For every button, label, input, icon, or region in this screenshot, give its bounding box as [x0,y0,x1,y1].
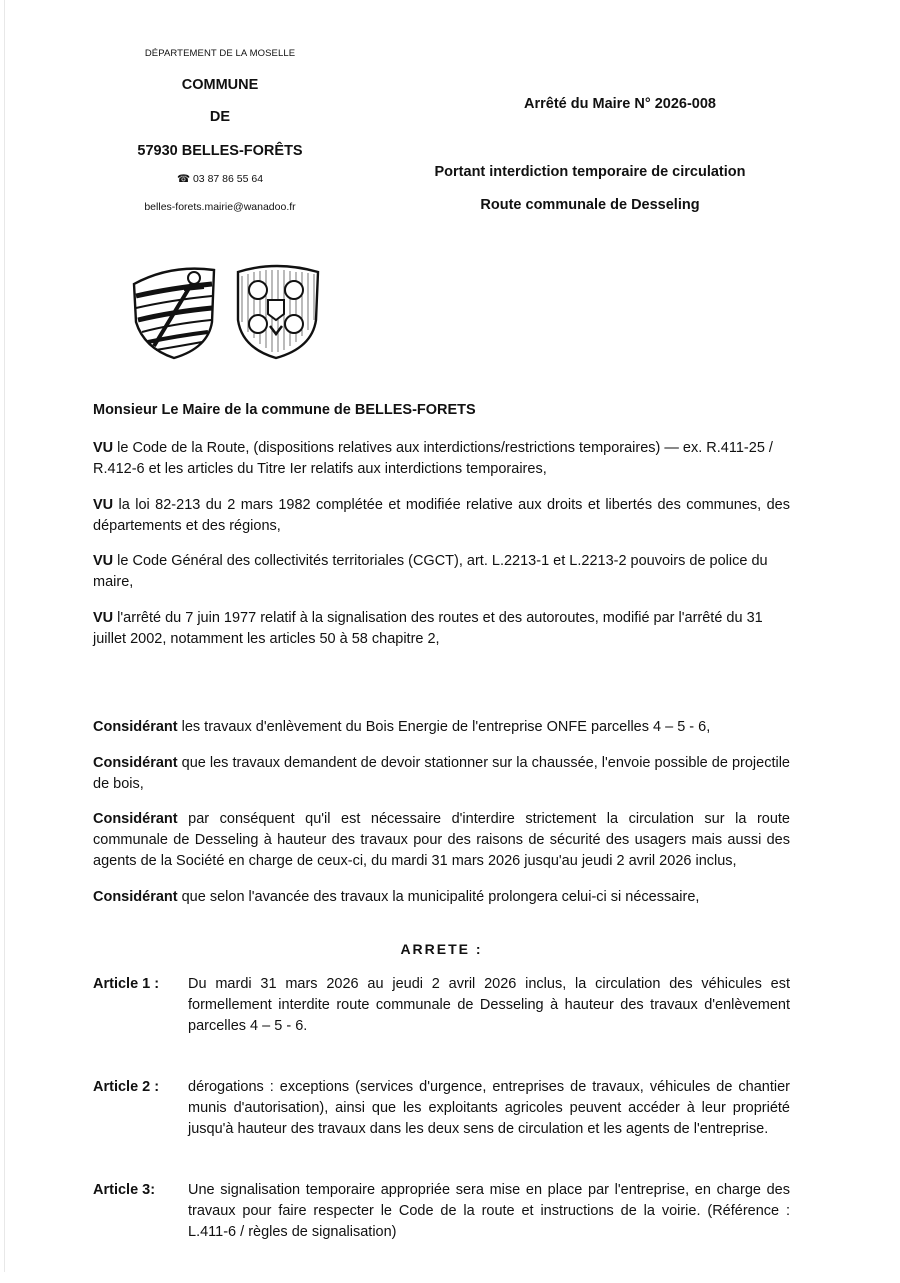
page-edge [4,0,5,1272]
vu-paragraph [93,608,790,650]
document-body [93,400,790,1283]
vu-keyword: VU [93,440,114,456]
considerant-keyword: Considérant [93,719,178,735]
phone-line [110,173,330,185]
vu-text: le Code Général des collectivités territoriales (CGCT), art. L.2213-1 et L.2213-2 pouvoirs de police du maire, [93,553,768,590]
subject-line-2: Route communale de Desseling [480,197,700,213]
commune-label: COMMUNE [181,77,259,93]
vu-keyword: VU [93,496,114,513]
considerant-paragraph [93,809,790,872]
article-text: dérogations : exceptions (services d'urgence, entreprises de travaux, véhicules de chantier munis d'autorisation), ainsi que les exploitants agricoles peuvent accéder à leur propriété jusqu'à hauteur des travaux dans les deux sens de circulation et les agents de l'entreprise. [188,1078,790,1137]
considerant-text: que selon l'avancée des travaux la municipalité prolongera celui-ci si nécessaire, [177,888,700,905]
email-address: belles-forets.mairie@wanadoo.fr [144,201,296,213]
vu-paragraph [93,551,790,593]
letterhead [110,44,330,213]
article-2 [93,1077,790,1140]
article-label: Article 3: [93,1181,156,1198]
considerant-paragraph [93,753,790,795]
crests [126,262,326,362]
considerant-text: que les travaux demandent de devoir stationner sur la chaussée, l'envoie possible de projectile de bois, [93,754,790,792]
vu-paragraph [93,495,790,537]
mayor-intro: Monsieur Le Maire de la commune de BELLES-FORETS [93,402,476,418]
vu-text: la loi 82-213 du 2 mars 1982 complétée et modifiée relative aux droits et libertés des communes, des départements et des régions, [93,496,790,534]
article-1 [93,974,790,1037]
phone-number: 03 87 86 55 64 [192,173,264,185]
considerant-keyword: Considérant [93,888,178,905]
title-block [380,96,800,213]
considerant-keyword: Considérant [93,754,178,771]
article-label: Article 2 : [93,1078,160,1095]
article-label: Article 1 : [93,975,160,992]
considerant-keyword: Considérant [93,811,178,827]
considerant-paragraph [93,887,790,908]
left-coat-of-arms-icon [134,269,214,358]
considerant-text: les travaux d'enlèvement du Bois Energie de l'entreprise ONFE parcelles 4 – 5 - 6, [177,719,711,735]
vu-keyword: VU [93,553,114,569]
arrete-title: Arrêté du Maire N° 2026-008 [524,96,716,112]
section-spacer [93,663,790,703]
article-text: Une signalisation temporaire appropriée sera mise en place par l'entreprise, en charge des travaux pour faire respecter le Code de la route et instructions de la voirie. (Référence : L.411-6 / règles de signalisation) [188,1181,790,1240]
subject-line-1: Portant interdiction temporaire de circulation [434,164,746,180]
right-coat-of-arms-icon [238,266,318,358]
vu-paragraph [93,438,790,480]
telephone-icon: ☎ [176,173,191,185]
de-label: DE [209,109,231,125]
vu-text: le Code de la Route, (dispositions relatives aux interdictions/restrictions temporaires) — ex. R.411-25 / R.412-6 et les articles du Titre Ier relatifs aux interdictions temporaires, [93,440,773,477]
article-3 [93,1180,790,1243]
decision-heading: ARRETE : [400,940,483,957]
considerant-paragraph [93,717,790,738]
city-label: 57930 BELLES-FORÊTS [137,143,303,159]
department-label: DÉPARTEMENT DE LA MOSELLE [144,48,296,59]
vu-text: l'arrêté du 7 juin 1977 relatif à la signalisation des routes et des autoroutes, modifié par l'arrêté du 31 juillet 2002, notamment les articles 50 à 58 chapitre 2, [93,609,763,647]
considerant-text: par conséquent qu'il est nécessaire d'interdire strictement la circulation sur la route communale de Desseling à hauteur des travaux pour des raisons de sécurité des usagers mais aussi des agents de la Société en charge de ceux-ci, du mardi 31 mars 2026 jusqu'au jeudi 2 avril 2026 inclus, [93,811,790,869]
vu-keyword: VU [93,609,114,626]
article-text: Du mardi 31 mars 2026 au jeudi 2 avril 2026 inclus, la circulation des véhicules est formellement interdite route communale de Desseling à hauteur des travaux d'enlèvement parcelles 4 – 5 - 6. [188,975,790,1034]
